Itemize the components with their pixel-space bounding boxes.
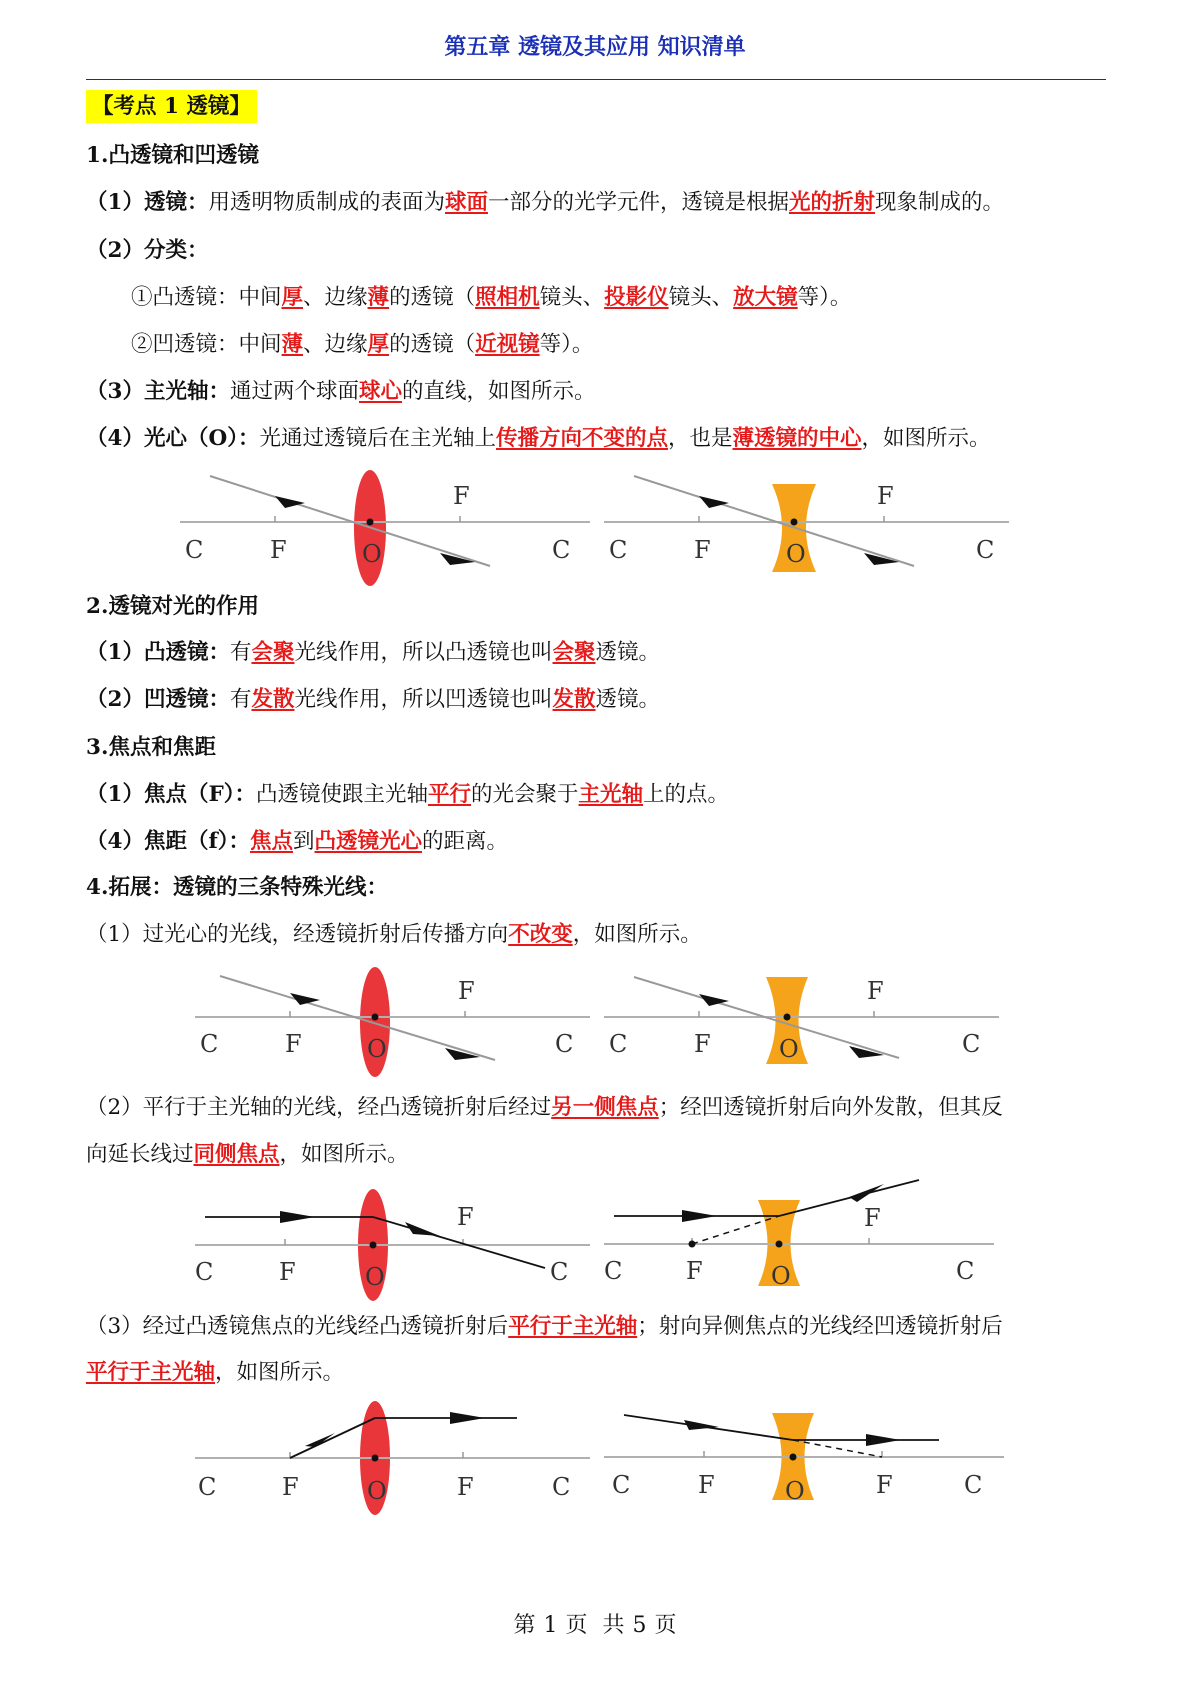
page-header-title: 第五章 透镜及其应用 知识清单 [444, 34, 746, 60]
topic-tag [86, 92, 257, 122]
para-concave-effect: （2）凹透镜：有发散光线作用，所以凹透镜也叫发散透镜。 [86, 687, 661, 712]
svg-text:C: C [976, 536, 995, 564]
heading-2: 2.透镜对光的作用 [86, 594, 259, 619]
para-optical-center: （4）光心（O）：光通过透镜后在主光轴上传播方向不变的点，也是薄透镜的中心，如图所示。 [86, 426, 991, 451]
para-ray-through-center: （1）过光心的光线，经透镜折射后传播方向不改变，如图所示。 [86, 922, 702, 947]
page-footer: 第 1 页 共 5 页 [513, 1613, 677, 1638]
para-parallel-ray-1: （2）平行于主光轴的光线，经凸透镜折射后经过另一侧焦点；经凹透镜折射后向外发散，但其反 [86, 1095, 1003, 1120]
svg-text:F: F [694, 1030, 711, 1058]
svg-text:C: C [612, 1471, 631, 1499]
svg-text:F: F [282, 1473, 299, 1501]
figure-convex-parallel-ray [195, 1180, 595, 1305]
svg-text:F: F [694, 536, 711, 564]
svg-text:F: F [279, 1258, 296, 1286]
para-focal-point: （1）焦点（F）：凸透镜使跟主光轴平行的光会聚于主光轴上的点。 [86, 782, 730, 807]
svg-text:F: F [457, 1473, 474, 1501]
svg-text:F: F [285, 1030, 302, 1058]
svg-text:F: F [864, 1204, 881, 1232]
svg-text:F: F [686, 1257, 703, 1285]
answer-refraction: 光的折射 [789, 190, 876, 215]
figure-concave-ray-center [604, 964, 1004, 1079]
svg-text:F: F [877, 482, 894, 510]
heading-4: 4.拓展：透镜的三条特殊光线： [86, 875, 388, 900]
para-classification: （2）分类： [86, 238, 209, 263]
svg-text:C: C [609, 1030, 628, 1058]
svg-text:C: C [962, 1030, 981, 1058]
svg-text:C: C [552, 1473, 571, 1501]
svg-text:O: O [367, 1477, 387, 1505]
svg-text:O: O [367, 1035, 387, 1063]
svg-text:F: F [867, 977, 884, 1005]
svg-text:C: C [195, 1258, 214, 1286]
total-page-count: 5 [632, 1613, 647, 1638]
para-lens-definition: （1）透镜：用透明物质制成的表面为球面一部分的光学元件，透镜是根据光的折射现象制成的。 [86, 190, 1005, 215]
para-parallel-ray-2: 向延长线过同侧焦点，如图所示。 [86, 1142, 409, 1167]
current-page-number: 1 [543, 1613, 558, 1638]
para-focus-ray-1: （3）经过凸透镜焦点的光线经凸透镜折射后平行于主光轴；射向异侧焦点的光线经凹透镜折射后 [86, 1314, 1003, 1339]
heading-3: 3.焦点和焦距 [86, 735, 216, 760]
svg-text:O: O [365, 1263, 385, 1291]
svg-text:C: C [550, 1258, 569, 1286]
topic-tag-label: 【考点 1 透镜】 [86, 90, 257, 123]
para-principal-axis: （3）主光轴：通过两个球面球心的直线，如图所示。 [86, 379, 596, 404]
para-concave-lens: ②凹透镜：中间薄、边缘厚的透镜（近视镜等）。 [131, 332, 594, 357]
svg-text:O: O [771, 1262, 791, 1290]
svg-text:C: C [200, 1030, 219, 1058]
header-divider [86, 79, 1106, 80]
figure-concave-parallel-ray [604, 1176, 1004, 1301]
svg-text:C: C [964, 1471, 983, 1499]
svg-text:O: O [785, 1477, 805, 1505]
svg-text:F: F [458, 977, 475, 1005]
figure-convex-optical-center [180, 466, 590, 586]
para-convex-lens: ①凸透镜：中间厚、边缘薄的透镜（照相机镜头、投影仪镜头、放大镜等）。 [131, 285, 852, 310]
para-focal-length: （4）焦距（f）：焦点到凸透镜光心的距离。 [86, 829, 509, 854]
svg-text:F: F [876, 1471, 893, 1499]
para-convex-effect: （1）凸透镜：有会聚光线作用，所以凸透镜也叫会聚透镜。 [86, 640, 661, 665]
svg-text:F: F [453, 482, 470, 510]
svg-text:F: F [698, 1471, 715, 1499]
svg-text:C: C [956, 1257, 975, 1285]
svg-text:C: C [555, 1030, 574, 1058]
svg-text:O: O [362, 540, 382, 568]
figure-convex-ray-center [195, 964, 595, 1079]
svg-text:C: C [198, 1473, 217, 1501]
svg-text:O: O [786, 540, 806, 568]
svg-text:F: F [270, 536, 287, 564]
svg-text:F: F [457, 1203, 474, 1231]
svg-text:C: C [609, 536, 628, 564]
para-focus-ray-2: 平行于主光轴，如图所示。 [86, 1360, 345, 1385]
svg-text:C: C [185, 536, 204, 564]
heading-1: 1.凸透镜和凹透镜 [86, 143, 259, 168]
figure-concave-focus-ray [604, 1395, 1004, 1520]
figure-concave-optical-center [604, 466, 1014, 586]
svg-text:O: O [779, 1035, 799, 1063]
answer-spherical: 球面 [444, 190, 488, 215]
svg-text:C: C [552, 536, 571, 564]
svg-text:C: C [604, 1257, 623, 1285]
figure-convex-focus-ray [195, 1395, 595, 1520]
